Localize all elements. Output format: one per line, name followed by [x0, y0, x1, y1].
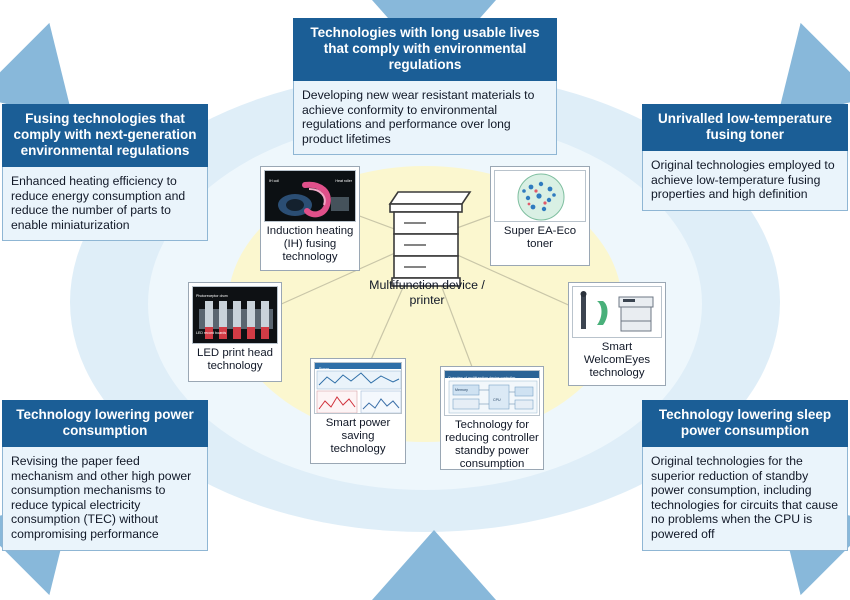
tile-standby-caption: Technology for reducing controller standby power consumption — [445, 419, 539, 470]
sensor-and-printer-photo — [572, 286, 662, 338]
tile-toner-caption: Super EA-Eco toner — [503, 225, 577, 250]
tile-super-ea-eco-toner[interactable] — [490, 166, 590, 266]
callout-low-temperature-toner-body: Original technologies employed to achieve low-temperature fusing properties and high definition — [642, 151, 848, 211]
ih-thumb-label-1: Heat roller — [335, 179, 352, 183]
callout-long-usable-lives-title: Technologies with long usable lives that comply with environmental regulations — [293, 18, 557, 81]
standby-thumb-label-0: Overview of multifunction device controller — [448, 375, 516, 380]
power-waveform-chart — [314, 362, 402, 414]
ih-thumb-label-0: IH coil — [269, 179, 279, 183]
tile-welcom-caption: Smart WelcomEyes technology — [583, 341, 651, 379]
callout-lower-power-consumption-title: Technology lowering power consumption — [2, 400, 208, 447]
center-caption: Multifunction device / printer — [369, 278, 485, 307]
callout-fusing-technologies-body: Enhanced heating efficiency to reduce energy consumption and reduce the number of parts to enable miniaturization — [2, 167, 208, 241]
tile-ih-fusing[interactable] — [260, 166, 360, 271]
power-thumb-label-0: Power — [319, 367, 330, 371]
controller-block-diagram — [444, 370, 540, 416]
tile-controller-standby-power[interactable] — [440, 366, 544, 470]
callout-long-usable-lives[interactable] — [293, 18, 557, 155]
tile-smart-power-saving[interactable] — [310, 358, 406, 464]
callout-lower-power-consumption-body: Revising the paper feed mechanism and other high power consumption mechanisms to reduce typical electricity consumption (TEC) without compromising performance — [2, 447, 208, 551]
tile-smart-welcomeyes[interactable] — [568, 282, 666, 386]
standby-thumb-label-1: Memory — [455, 388, 468, 392]
led-thumb-label-0: Photoreceptor drum — [196, 294, 228, 298]
tile-led-print-head[interactable] — [188, 282, 282, 382]
callout-lower-sleep-power-body: Original technologies for the superior reduction of standby power consumption, including technologies for circuits that cause no problems when the CPU is powered off — [642, 447, 848, 551]
callout-fusing-technologies[interactable] — [2, 104, 208, 241]
callout-lower-power-consumption[interactable] — [2, 400, 208, 551]
toner-particle-micrograph — [494, 170, 586, 222]
tile-led-caption: LED print head technology — [197, 347, 273, 372]
tile-ih-caption: Induction heating (IH) fusing technology — [266, 225, 354, 263]
callout-low-temperature-toner-title: Unrivalled low-temperature fusing toner — [642, 104, 848, 151]
callout-low-temperature-toner[interactable] — [642, 104, 848, 211]
tile-power-caption: Smart power saving technology — [325, 417, 391, 455]
callout-long-usable-lives-body: Developing new wear resistant materials to achieve conformity to environmental regulations and performance over long product lifetimes — [293, 81, 557, 155]
led-print-head-photo — [192, 286, 278, 344]
led-thumb-label-1: LED record boards — [196, 331, 227, 335]
standby-thumb-label-2: CPU — [493, 398, 501, 402]
ih-fusing-roller-photo — [264, 170, 356, 222]
callout-lower-sleep-power-title: Technology lowering sleep power consumption — [642, 400, 848, 447]
callout-lower-sleep-power[interactable] — [642, 400, 848, 551]
callout-fusing-technologies-title: Fusing technologies that comply with next-generation environmental regulations — [2, 104, 208, 167]
